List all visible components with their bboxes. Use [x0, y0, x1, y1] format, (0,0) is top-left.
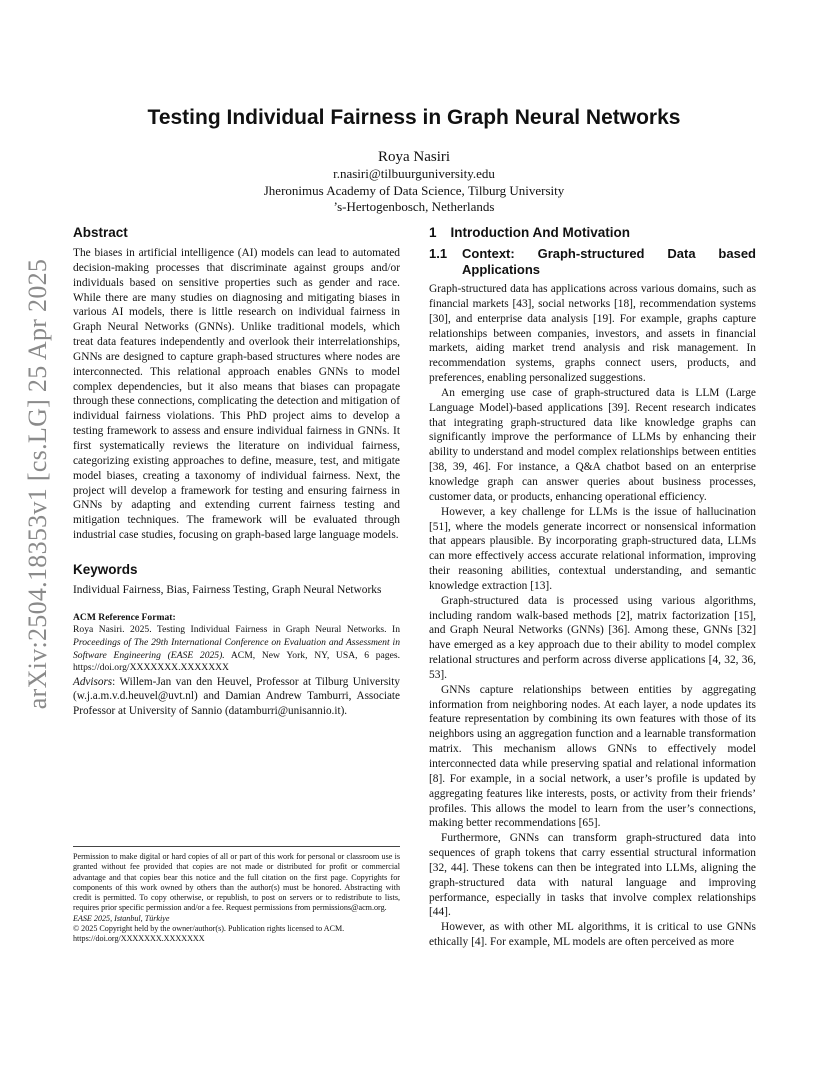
- keywords-heading: Keywords: [73, 561, 138, 577]
- subsection-number: 1.1: [429, 246, 448, 261]
- author-email[interactable]: r.nasiri@tilbuurguniversity.edu: [333, 166, 495, 181]
- body-paragraph: Furthermore, GNNs can transform graph-structured data into sequences of graph tokens that carry essential structural information [32, 44]. These tokens can then be integrated into LLMs, aligning the graph-structured data with natural language and improving performance, especially in tasks that involve complex relationships [44].: [429, 832, 756, 919]
- body-paragraph: An emerging use case of graph-structured data is LLM (Large Language Model)-based applications [39]. Recent research indicates that integrating graph-structured data like knowledge graphs can significantly improve the performance of LLMs by enhancing their ability to understand and model complex relationships between entities [38, 39, 46]. For instance, a Q&A chatbot based on an enterprise knowledge graph can answer queries about business processes, customer data, or products, enhancing operational efficiency.: [429, 386, 756, 503]
- left-column: [73, 224, 400, 718]
- arxiv-identifier: [18, 258, 58, 710]
- author-name: Roya Nasiri: [377, 149, 451, 165]
- author-block: [73, 148, 755, 216]
- acm-reference-lead: Roya Nasiri. 2025. Testing Individual Fairness in Graph Neural Networks. In: [73, 624, 400, 636]
- footnote-copyright: © 2025 Copyright held by the owner/author(s). Publication rights licensed to ACM.: [73, 924, 345, 934]
- footnote-venue-text: EASE 2025, Istanbul, Türkiye: [73, 913, 170, 923]
- advisors: [73, 675, 400, 719]
- acm-reference-body: [73, 624, 400, 674]
- section-number: 1: [429, 225, 437, 240]
- advisors-label: Advisors: [73, 675, 113, 688]
- abstract-heading: Abstract: [73, 225, 128, 240]
- copyright-footnote: [73, 846, 400, 945]
- footnote-doi[interactable]: https://doi.org/XXXXXXX.XXXXXXX: [73, 934, 205, 944]
- subsection-heading: [429, 246, 756, 278]
- acm-reference-tail: ACM, New York, NY, USA, 6 pages. https://doi.org/XXXXXXX.XXXXXXX: [73, 649, 400, 674]
- acm-reference: [73, 612, 400, 675]
- subsection-title: Context: Graph-structured Data based Applications: [462, 246, 756, 277]
- permission-notice: Permission to make digital or hard copies of all or part of this work for personal or classroom use is granted without fee provided that copies are not made or distributed for profit or commercial advantage and that copies bear this notice and the full citation on the first page. Copyrights for components of this work owned by others than the author(s) must be honored. Abstracting with credit is permitted. To copy otherwise, or republish, to post on servers or to redistribute to lists, requires prior specific permission and/or a fee. Request permissions from permissions@acm.org.: [73, 852, 400, 913]
- acm-reference-heading: ACM Reference Format:: [73, 611, 176, 623]
- body-paragraph: Graph-structured data is processed using various algorithms, including random walk-based methods [2], matrix factorization [15], and Graph Neural Networks (GNNs) [36]. Among these, GNNs [32] have emerged as a key approach due to their ability to model complex relational structures and perform across diverse applications [4, 32, 36, 53].: [429, 594, 756, 681]
- advisors-text: : Willem-Jan van den Heuvel, Professor at Tilburg University (w.j.a.m.v.d.heuvel@uvt.nl) and Damian Andrew Tamburri, Associate Professor at University of Sannio (datamburri@unisannio.it).: [73, 675, 400, 717]
- keywords-text: Individual Fairness, Bias, Fairness Testing, Graph Neural Networks: [73, 583, 382, 596]
- acm-reference-venue: Proceedings of The 29th International Conference on Evaluation and Assessment in Software Engineering (EASE 2025).: [73, 636, 400, 661]
- section-title: Introduction And Motivation: [450, 225, 630, 240]
- author-location: ’s-Hertogenbosch, Netherlands: [333, 199, 495, 214]
- paper-title: Testing Individual Fairness in Graph Neural Networks: [147, 106, 681, 129]
- abstract-text: The biases in artificial intelligence (AI) models can lead to automated decision-making processes that discriminate against groups and/or individuals based on sensitive properties such as gender and race. While there are many studies on diagnosing and mitigating biases in various AI models, there is little research on individual fairness in Graph Neural Networks (GNNs). Unlike traditional models, which treat data features independently and overlook their interrelationships, GNNs are designed to capture graph-based structures where nodes are interconnected. This relational approach enables GNNs to model complex dependencies, but it also means that biases can propagate through these connections, complicating the detection and mitigation of individual fairness violations. This PhD project aims to develop a testing framework to assess and ensure individual fairness in GNNs. It first systematically reviews the literature on individual fairness, categorizing existing approaches to define, measure, test, and mitigate model biases, creating a taxonomy of individual fairness. Next, the project will develop a framework for testing and ensuring fairness in GNNs by adapting and extending current fairness testing and mitigation techniques. The framework will be evaluated through industrial case studies, focusing on graph-based large language models.: [73, 247, 400, 542]
- right-column: [429, 224, 756, 950]
- body-paragraph: GNNs capture relationships between entities by aggregating information from neighboring nodes. At each layer, a node updates its feature representation by combining its own features with those of its neighbors using an aggregation function and a learnable transformation matrix. This mechanism allows GNNs to effectively model interconnected data while preserving spatial and relational information [8]. For example, in a social network, a user’s profile is updated by aggregating features like interests, posts, or activity from their friends’ profiles. This allows the model to learn from the user’s connections, making better recommendations [65].: [429, 683, 756, 830]
- arxiv-identifier-text: arXiv:2504.18353v1 [cs.LG] 25 Apr 2025: [23, 258, 52, 710]
- body-paragraph: However, as with other ML algorithms, it is critical to use GNNs ethically [4]. For example, ML models are often perceived as more: [429, 921, 756, 949]
- body-paragraph: However, a key challenge for LLMs is the issue of hallucination [51], where the models generate incorrect or nonsensical information that appears plausible. By incorporating graph-structured data, LLMs can more effectively access accurate relational information, improving their reasoning abilities, contextual understanding, and semantic knowledge extraction [13].: [429, 505, 756, 592]
- section-heading: [429, 224, 756, 241]
- author-affiliation: Jheronimus Academy of Data Science, Tilburg University: [263, 182, 565, 198]
- footnote-venue: [73, 914, 400, 924]
- body-paragraph: Graph-structured data has applications across various domains, such as financial markets [43], social networks [18], recommendation systems [30], and enterprise data analysis [19]. For example, graphs capture relationships between companies, investors, and assets in financial markets, aiding market trend analysis and risk management. In recommendation systems, graphs connect users, products, and preferences, enabling personalized suggestions.: [429, 283, 756, 385]
